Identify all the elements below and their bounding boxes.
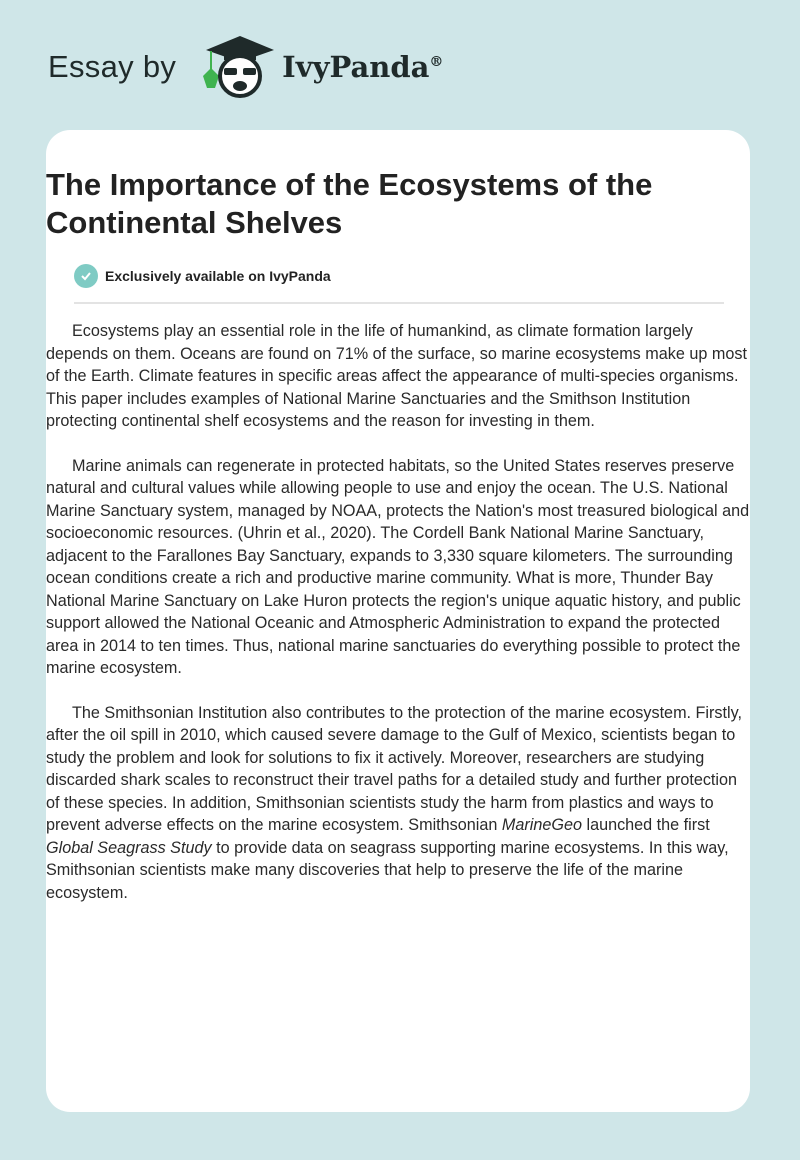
paragraph-text: to provide data on seagrass supporting marine ecosystems. In this way, Smithsonian scientists make many discoveries that help to preserve the life of the marine ecosystem.: [46, 838, 729, 902]
panda-logo-icon[interactable]: [198, 32, 278, 102]
registered-mark: ®: [429, 54, 444, 70]
page-title: The Importance of the Ecosystems of the Continental Shelves: [46, 167, 653, 240]
paragraph-text: launched the first: [581, 816, 710, 834]
essay-card: [46, 130, 750, 1112]
site-header: [48, 32, 443, 102]
paragraph-text: The Smithsonian Institution also contributes to the protection of the marine ecosystem. Firstly, after the oil spill in 2010, which caused severe damage to the Gulf of Mexico, scientists began to study the problem and look for solutions to fix it actively. Moreover, researchers are studying discarded shark scales to reconstruct their travel paths for a detailed study and further protection of these species. In addition, Smithsonian scientists study the harm from plastics and ways to prevent adverse effects on the marine ecosystem. Smithsonian: [46, 703, 742, 834]
paragraph: Marine animals can regenerate in protected habitats, so the United States reserves preserve natural and cultural values while allowing people to use and enjoy the ocean. The U.S. National Marine Sanctuary system, managed by NOAA, protects the Nation's most treasured biological and socioeconomic resources. (Uhrin et al., 2020). The Cordell Bank National Marine Sanctuary, adjacent to the Farallones Bay Sanctuary, expands to 3,330 square kilometers. The surrounding ocean conditions create a rich and productive marine community. What is more, Thunder Bay National Marine Sanctuary on Lake Huron protects the region's unique aquatic history, and public support allowed the National Oceanic and Atmospheric Administration to expand the protected area in 2014 to ten times. Thus, national marine sanctuaries do everything possible to protect the marine ecosystem.: [46, 456, 750, 677]
paragraph: [46, 702, 752, 905]
badge-text: Exclusively available on IvyPanda: [105, 268, 331, 284]
italic-term: Global Seagrass Study: [46, 838, 212, 857]
italic-term: MarineGeo: [501, 816, 582, 834]
check-icon: [74, 264, 98, 288]
essay-by-label: Essay by: [48, 49, 177, 84]
exclusive-badge: [74, 264, 331, 288]
paragraph: Ecosystems play an essential role in the life of humankind, as climate formation largely depends on them. Oceans are found on 71% of the surface, so marine ecosystems make up most of the Earth. Climate features in specific areas affect the appearance of multi-species organisms. This paper includes examples of National Marine Sanctuaries and the Smithson Institution protecting continental shelf ecosystems and the reason for investing in them.: [46, 322, 747, 430]
essay-body: [46, 320, 752, 926]
divider: [74, 302, 724, 304]
brand-text: IvyPanda: [282, 50, 430, 84]
brand-name[interactable]: [282, 50, 443, 84]
